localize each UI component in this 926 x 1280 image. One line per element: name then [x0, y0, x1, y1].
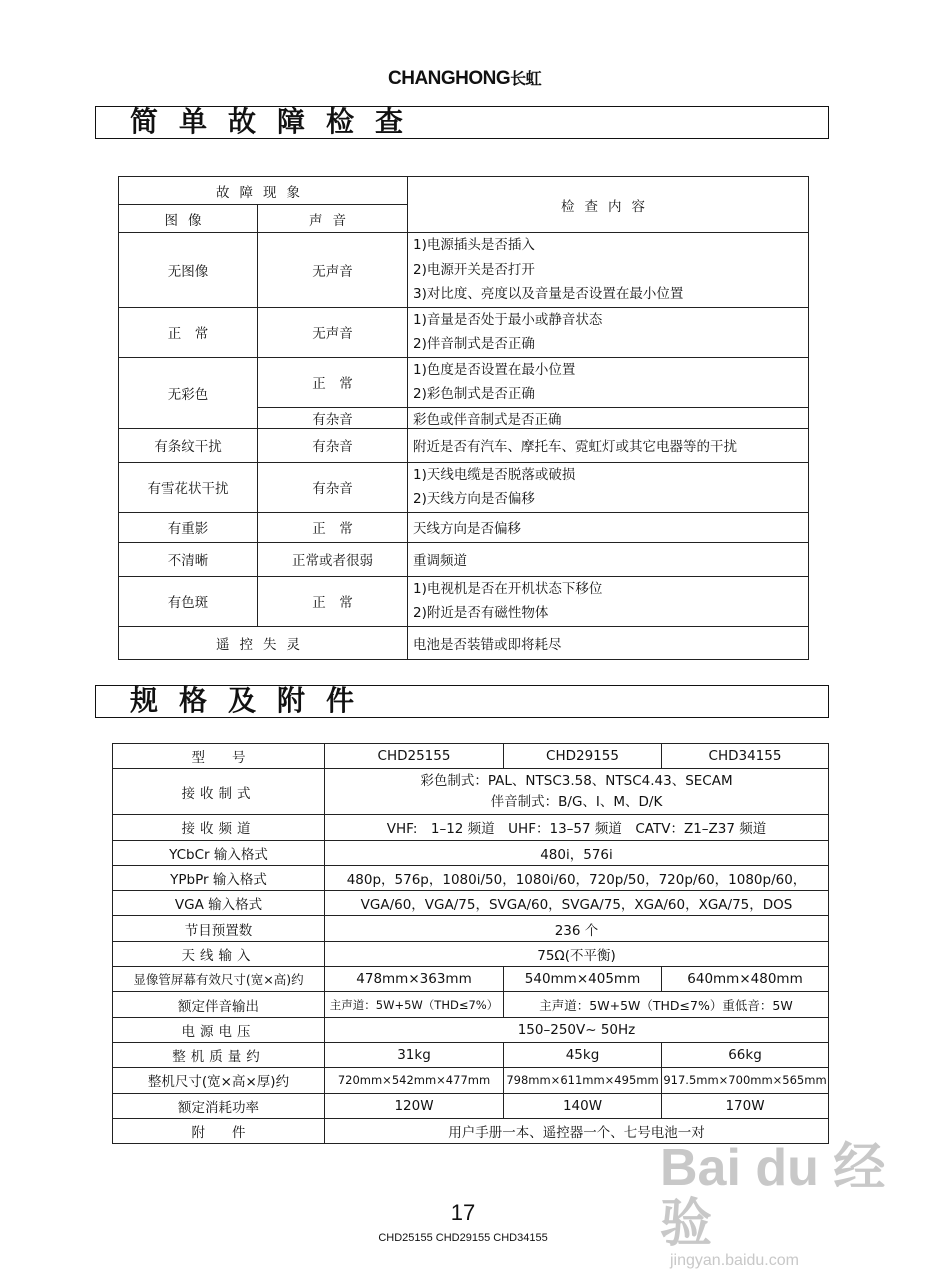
- check-line: 1)音量是否处于最小或静音状态: [413, 311, 603, 328]
- screen-cell: 640mm×480mm: [662, 967, 829, 992]
- fault-check: 附近是否有汽车、摩托车、霓虹灯或其它电器等的干扰: [408, 428, 809, 462]
- dims-cell: 798mm×611mm×495mm: [504, 1068, 662, 1093]
- fault-image: 有重影: [119, 512, 258, 542]
- screen-cell: 540mm×405mm: [504, 967, 662, 992]
- spec-label-reception: 接收制式: [113, 769, 325, 815]
- model-cell: CHD25155: [325, 744, 504, 769]
- spec-label-power: 电源电压: [113, 1017, 325, 1042]
- weight-cell: 31kg: [325, 1042, 504, 1067]
- consumption-cell: 120W: [325, 1093, 504, 1118]
- fault-check: 天线方向是否偏移: [408, 512, 809, 542]
- fault-check: 重调频道: [408, 542, 809, 576]
- fault-sound: 有杂音: [258, 428, 408, 462]
- reception-line: 彩色制式：PAL、NTSC3.58、NTSC4.43、SECAM: [420, 772, 733, 789]
- spec-label-consumption: 额定消耗功率: [113, 1093, 325, 1118]
- fault-sound: 正 常: [258, 512, 408, 542]
- fault-image: 遥控失灵: [119, 626, 408, 659]
- spec-value-antenna: 75Ω(不平衡): [325, 941, 829, 966]
- table-row: [119, 542, 809, 576]
- section-title-specifications: 规格及附件: [95, 685, 829, 718]
- fault-sound: 无声音: [258, 307, 408, 357]
- spec-label-ypbpr: YPbPr 输入格式: [113, 865, 325, 890]
- table-row: [113, 815, 829, 840]
- fault-sound: 正 常: [258, 357, 408, 407]
- check-line: 1)电源插头是否插入: [413, 237, 535, 253]
- table-row: [113, 1042, 829, 1067]
- model-cell: CHD34155: [662, 744, 829, 769]
- reception-line: 伴音制式：B/G、I、M、D/K: [490, 793, 663, 810]
- consumption-cell: 170W: [662, 1093, 829, 1118]
- table-row: [113, 1017, 829, 1042]
- table-row: [119, 576, 809, 626]
- spec-value-channels: VHF: 1–12 频道 UHF：13–57 频道 CATV：Z1–Z37 频道: [325, 815, 829, 840]
- fault-sound: 有杂音: [258, 407, 408, 428]
- fault-check: [408, 307, 809, 357]
- fault-sound: 无声音: [258, 233, 408, 308]
- check-line: 3)对比度、亮度以及音量是否设置在最小位置: [413, 286, 684, 302]
- fault-image: 正 常: [119, 307, 258, 357]
- spec-label-weight: 整机质量约: [113, 1042, 325, 1067]
- fault-check: 彩色或伴音制式是否正确: [408, 407, 809, 428]
- spec-value-reception: [325, 769, 829, 815]
- weight-cell: 66kg: [662, 1042, 829, 1067]
- fault-check: 电池是否装错或即将耗尽: [408, 626, 809, 659]
- audio-cell: 主声道：5W+5W（THD≤7%）重低音：5W: [504, 992, 829, 1017]
- spec-table: [112, 743, 829, 1144]
- fault-check: [408, 576, 809, 626]
- table-row: [119, 626, 809, 659]
- spec-value-ycbcr: 480i，576i: [325, 840, 829, 865]
- check-line: 2)彩色制式是否正确: [413, 386, 535, 402]
- check-line: 2)伴音制式是否正确: [413, 336, 535, 352]
- fault-check: [408, 462, 809, 512]
- spec-label-presets: 节目预置数: [113, 916, 325, 941]
- dims-cell: 917.5mm×700mm×565mm: [662, 1068, 829, 1093]
- fault-header-check: 检查内容: [408, 177, 809, 233]
- screen-cell: 478mm×363mm: [325, 967, 504, 992]
- spec-value-presets: 236 个: [325, 916, 829, 941]
- table-row: [113, 1093, 829, 1118]
- table-row: [113, 967, 829, 992]
- fault-table: [118, 176, 809, 660]
- watermark-url: jingyan.baidu.com: [670, 1252, 799, 1269]
- fault-image: 无彩色: [119, 357, 258, 428]
- table-row: [119, 428, 809, 462]
- weight-cell: 45kg: [504, 1042, 662, 1067]
- table-row: [113, 840, 829, 865]
- spec-value-vga: VGA/60，VGA/75，SVGA/60，SVGA/75，XGA/60，XGA/75，DOS: [325, 891, 829, 916]
- check-line: 2)附近是否有磁性物体: [413, 605, 549, 621]
- fault-image: 有雪花状干扰: [119, 462, 258, 512]
- spec-label-channels: 接收频道: [113, 815, 325, 840]
- check-line: 1)天线电缆是否脱落或破损: [413, 466, 576, 483]
- fault-sound: 有杂音: [258, 462, 408, 512]
- footer-models: CHD25155 CHD29155 CHD34155: [378, 1232, 548, 1244]
- fault-sound: 正常或者很弱: [258, 542, 408, 576]
- table-row: [113, 865, 829, 890]
- spec-value-power: 150–250V~ 50Hz: [325, 1017, 829, 1042]
- fault-image: 有条纹干扰: [119, 428, 258, 462]
- spec-label-dims: 整机尺寸(宽×高×厚)约: [113, 1068, 325, 1093]
- table-row: [119, 233, 809, 308]
- dims-cell: 720mm×542mm×477mm: [325, 1068, 504, 1093]
- brand-logo: [388, 66, 541, 90]
- fault-image: 有色斑: [119, 576, 258, 626]
- brand-latin: CHANGHONG: [388, 68, 511, 89]
- check-line: 2)电源开关是否打开: [413, 261, 535, 278]
- table-row: [113, 744, 829, 769]
- fault-check: [408, 233, 809, 308]
- spec-label-accessories: 附 件: [113, 1118, 325, 1143]
- table-row: [113, 916, 829, 941]
- model-cell: CHD29155: [504, 744, 662, 769]
- brand-cn: 长虹: [510, 69, 542, 88]
- fault-header-group: 故障现象: [119, 177, 408, 205]
- spec-label-model: 型 号: [113, 744, 325, 769]
- table-row: [113, 1068, 829, 1093]
- fault-check: [408, 357, 809, 407]
- table-row: [119, 512, 809, 542]
- fault-image: 不清晰: [119, 542, 258, 576]
- spec-label-screen: 显像管屏幕有效尺寸(宽×高)约: [113, 967, 325, 992]
- fault-image: 无图像: [119, 233, 258, 308]
- check-line: 2)天线方向是否偏移: [413, 491, 535, 507]
- table-row: [113, 891, 829, 916]
- fault-sound: 正 常: [258, 576, 408, 626]
- audio-cell: 主声道：5W+5W（THD≤7%）: [325, 992, 504, 1017]
- spec-label-ycbcr: YCbCr 输入格式: [113, 840, 325, 865]
- consumption-cell: 140W: [504, 1093, 662, 1118]
- check-line: 1)色度是否设置在最小位置: [413, 361, 576, 378]
- table-row: [119, 307, 809, 357]
- spec-value-ypbpr: 480p，576p，1080i/50，1080i/60，720p/50，720p/60，1080p/60，: [325, 865, 829, 890]
- spec-label-audio: 额定伴音输出: [113, 992, 325, 1017]
- check-line: 1)电视机是否在开机状态下移位: [413, 580, 603, 597]
- spec-value-accessories: 用户手册一本、遥控器一个、七号电池一对: [325, 1118, 829, 1143]
- table-row: [113, 769, 829, 815]
- table-row: [119, 462, 809, 512]
- table-row: [113, 941, 829, 966]
- fault-header-image: 图像: [119, 205, 258, 233]
- page-number: 17: [450, 1200, 476, 1225]
- table-row: [119, 357, 809, 407]
- watermark-brand: Bai du 经验: [660, 1139, 886, 1253]
- watermark: [660, 1140, 926, 1270]
- table-row: [113, 992, 829, 1017]
- spec-label-vga: VGA 输入格式: [113, 891, 325, 916]
- spec-label-antenna: 天线输入: [113, 941, 325, 966]
- fault-header-sound: 声音: [258, 205, 408, 233]
- section-title-troubleshooting: 简单故障检查: [95, 106, 829, 139]
